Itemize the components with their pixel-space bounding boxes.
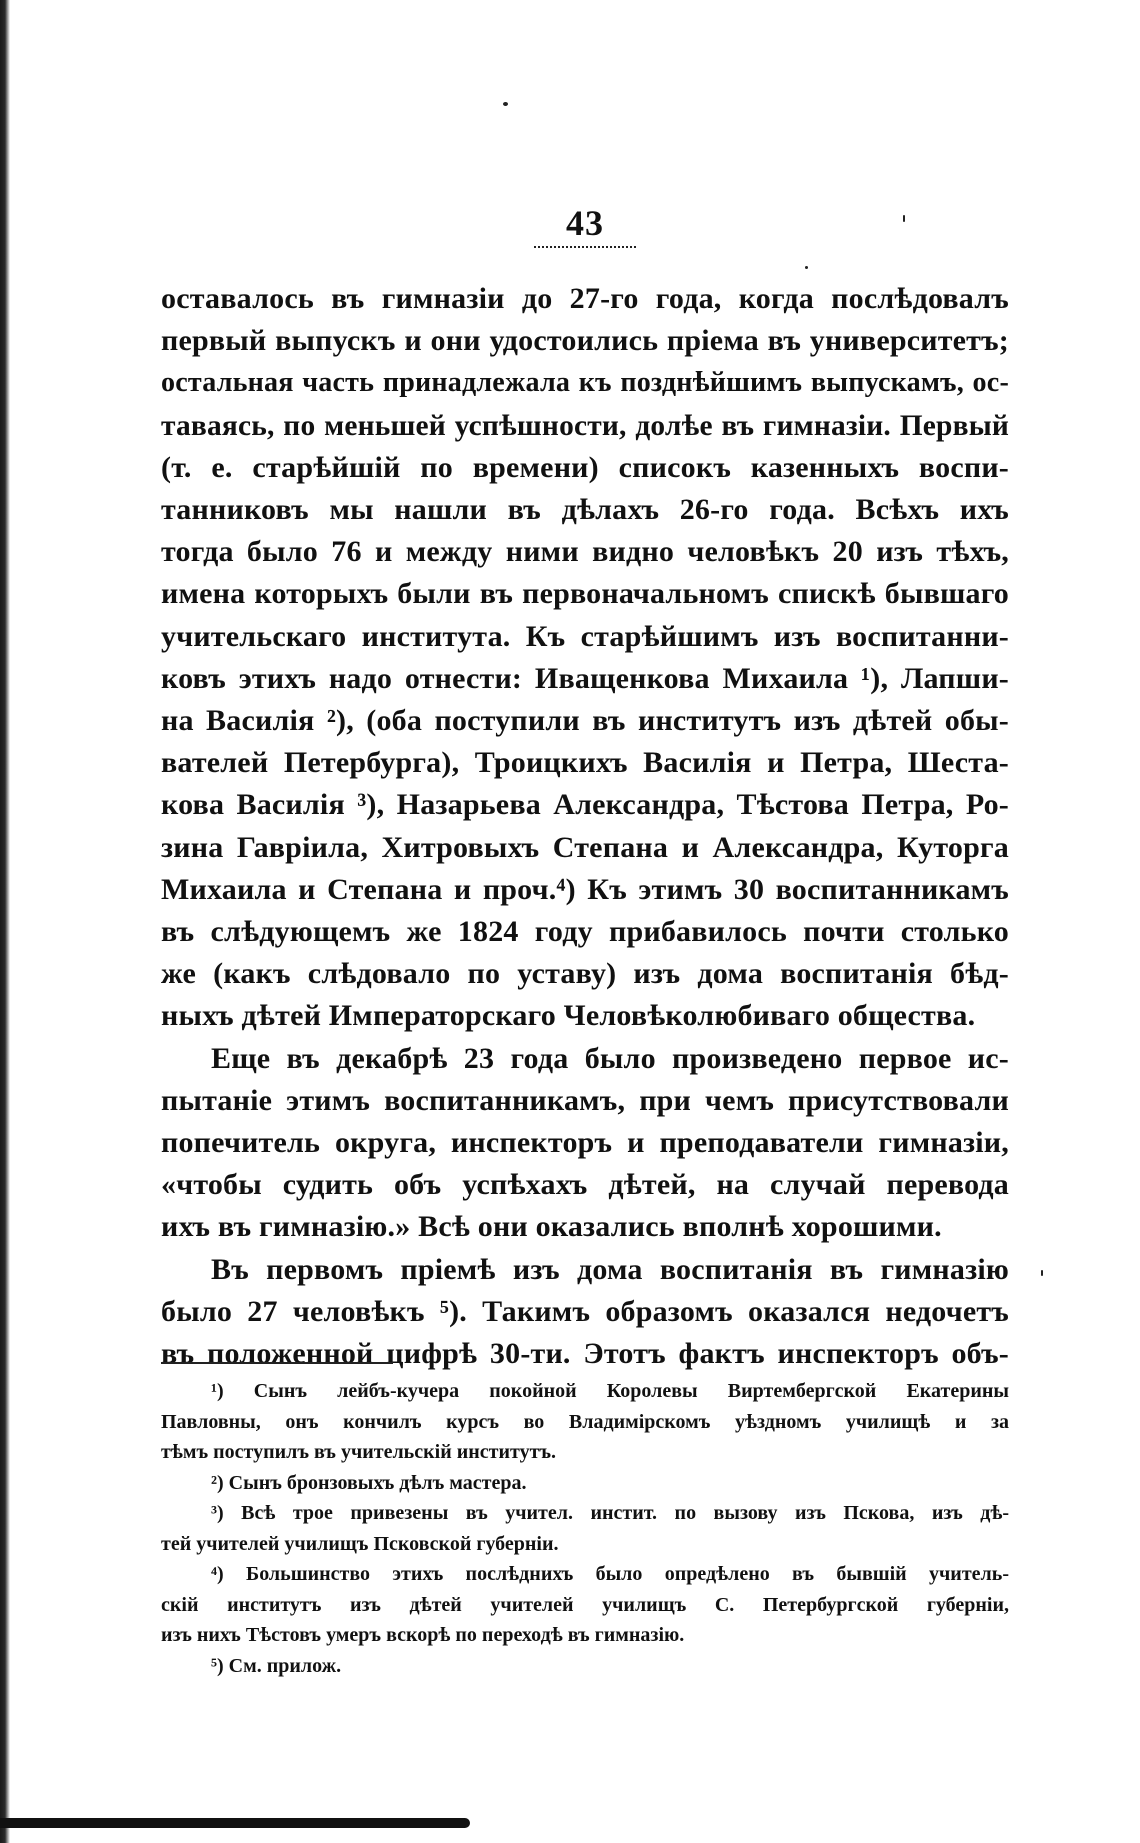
- footnote-line: ²) Сынъ бронзовыхъ дѣлъ мастера.: [211, 1471, 527, 1494]
- body-line: оставалось въ гимназіи до 27-го года, когда послѣдовалъ: [161, 282, 1009, 315]
- body-line: танниковъ мы нашли въ дѣлахъ 26-го года. Всѣхъ ихъ: [161, 493, 1009, 527]
- footnote-line: ³) Всѣ трое привезены въ учител. инстит. по вызову изъ Пскова, изъ дѣ-: [211, 1502, 1009, 1524]
- page-number-rule: [534, 246, 636, 248]
- body-line: въ слѣдующемъ же 1824 году прибавилось почти столько: [161, 915, 1009, 949]
- footnote-line: ⁵) См. прилож.: [211, 1654, 342, 1677]
- footnote-line: ⁴) Большинство этихъ послѣднихъ было опредѣлено въ бывшій учитель-: [211, 1563, 1009, 1585]
- footnote-line: изъ нихъ Тѣстовъ умеръ вскорѣ по переходѣ въ гимназію.: [161, 1624, 685, 1646]
- body-line: пытаніе этимъ воспитанникамъ, при чемъ присутствовали: [161, 1083, 1009, 1117]
- body-line: зина Гавріила, Хитровыхъ Степана и Александра, Куторга: [161, 830, 1009, 864]
- body-line: попечитель округа, инспекторъ и преподаватели гимназіи,: [161, 1126, 1009, 1160]
- body-line: Въ первомъ пріемѣ изъ дома воспитанія въ гимназію: [211, 1252, 1009, 1286]
- body-line: Михаила и Степана и проч.⁴) Къ этимъ 30 воспитанникамъ: [161, 872, 1009, 906]
- body-line: кова Василія ³), Назарьева Александра, Тѣстова Петра, Ро-: [161, 788, 1009, 822]
- footnotes: [161, 1376, 1009, 1681]
- body-line: въ положенной цифрѣ 30-ти. Этотъ фактъ инспекторъ объ-: [161, 1337, 1009, 1371]
- body-line: первый выпускъ и они удостоились пріема въ университетъ;: [161, 324, 1009, 358]
- scan-speck: [503, 102, 508, 106]
- scan-bottom-edge: [0, 1818, 470, 1828]
- body-line: ныхъ дѣтей Императорскаго Человѣколюбиваго общества.: [161, 999, 976, 1033]
- body-text: [161, 278, 1009, 1375]
- body-line: на Василія ²), (оба поступили въ институтъ изъ дѣтей обы-: [161, 704, 1009, 738]
- body-line: тогда было 76 и между ними видно человѣкъ 20 изъ тѣхъ,: [161, 535, 1009, 569]
- footnote-line: тѣмъ поступилъ въ учительскій институтъ.: [161, 1441, 557, 1463]
- scan-speck: [805, 266, 808, 269]
- body-line: имена которыхъ были въ первоначальномъ спискѣ бывшаго: [161, 577, 1009, 611]
- body-line: «чтобы судить объ успѣхахъ дѣтей, на случай перевода: [161, 1168, 1009, 1202]
- footnote-line: ¹) Сынъ лейбъ-кучера покойной Королевы Виртембергской Екатерины: [211, 1380, 1009, 1402]
- scan-left-edge: [0, 0, 10, 1843]
- footnote-rule: [161, 1362, 393, 1364]
- page-number: 43: [566, 203, 604, 243]
- footnote-line: скій институтъ изъ дѣтей учителей училищъ С. Петербургской губерніи,: [161, 1593, 1009, 1616]
- body-line: было 27 человѣкъ ⁵). Такимъ образомъ оказался недочетъ: [161, 1294, 1009, 1328]
- body-line: остальная часть принадлежала къ позднѣйшимъ выпускамъ, ос-: [161, 367, 1009, 399]
- body-line: ковъ этихъ надо отнести: Иващенкова Михаила ¹), Лапши-: [161, 661, 1009, 695]
- body-line: Еще въ декабрѣ 23 года было произведено первое ис-: [211, 1041, 1009, 1075]
- body-line: ихъ въ гимназію.» Всѣ они оказались вполнѣ хорошими.: [161, 1210, 942, 1244]
- body-line: (т. е. старѣйшій по времени) списокъ казенныхъ воспи-: [161, 450, 1009, 484]
- body-line: вателей Петербурга), Троицкихъ Василія и Петра, Шеста-: [161, 746, 1009, 780]
- footnote-line: Павловны, онъ кончилъ курсъ во Владимірскомъ уѣздномъ училищѣ и за: [161, 1410, 1009, 1433]
- body-line: учительскаго института. Къ старѣйшимъ изъ воспитанни-: [161, 619, 1009, 653]
- body-line: же (какъ слѣдовало по уставу) изъ дома воспитанія бѣд-: [161, 957, 1009, 991]
- body-line: таваясь, по меньшей успѣшности, долѣе въ гимназіи. Первый: [161, 409, 1009, 442]
- scan-speck: [1041, 1270, 1043, 1276]
- scan-speck: [903, 215, 905, 222]
- footnote-line: тей учителей училищъ Псковской губерніи.: [161, 1532, 559, 1555]
